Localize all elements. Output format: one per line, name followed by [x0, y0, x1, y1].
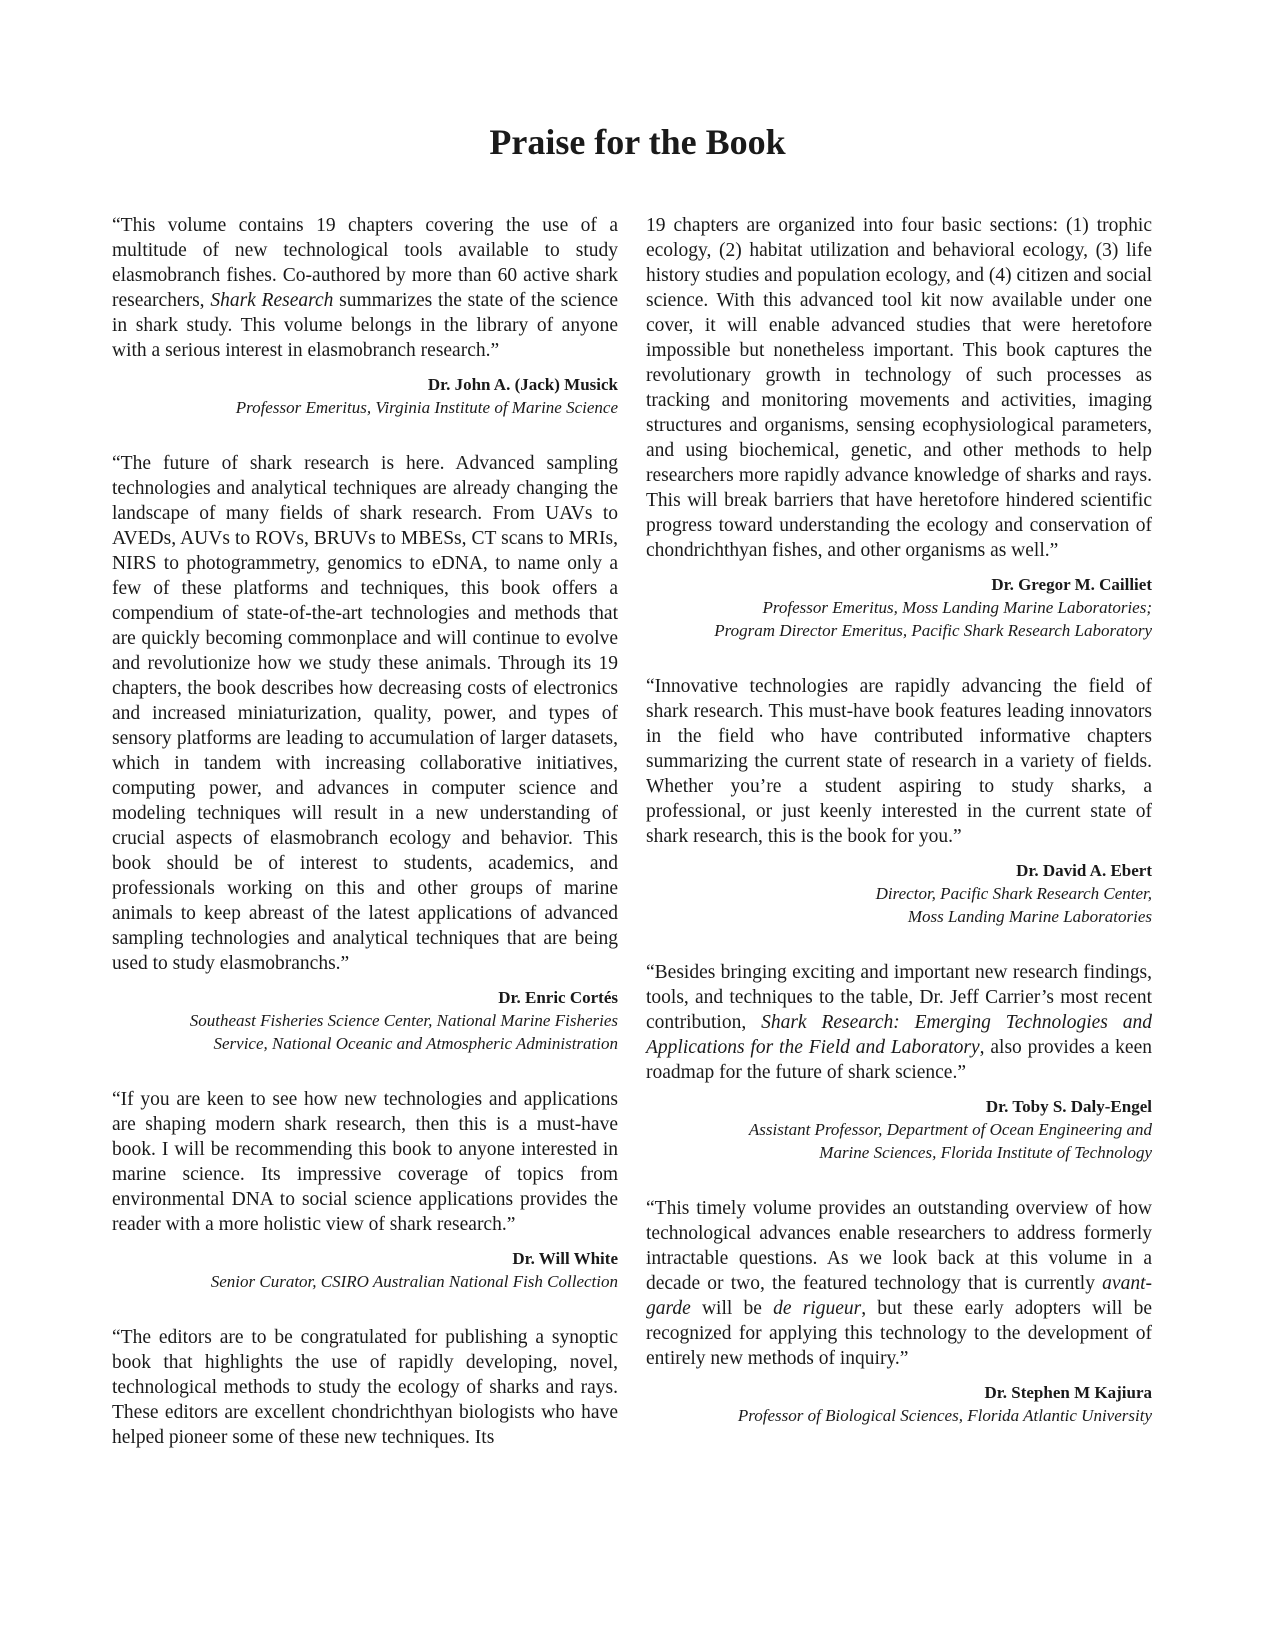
testimonial-cailliet-part-1 — [112, 1325, 618, 1450]
testimonial-attribution — [646, 1381, 1152, 1427]
testimonial-kajiura — [646, 1196, 1152, 1427]
testimonial-quote: “The future of shark research is here. Advanced sampling technologies and analytical techniques are already changing the landscape of many fields of shark research. From UAVs to AVEDs, AUVs to ROVs, BRUVs to MBESs, CT scans to MRIs, NIRS to photogrammetry, genomics to eDNA, to name only a few of these platforms and techniques, this book offers a compendium of state-of-the-art technologies and methods that are quickly becoming commonplace and will continue to evolve and revolutionize how we study these animals. Through its 19 chapters, the book describes how decreasing costs of electronics and increased miniaturization, quality, power, and types of sensory platforms are leading to accumulation of larger datasets, which in tandem with increasing collaborative initiatives, computing power, and advances in computer science and modeling techniques will result in a new understanding of crucial aspects of elasmobranch ecology and behavior. This book should be of interest to students, academics, and professionals working on this and other groups of marine animals to keep abreast of the latest applications of advanced sampling technologies and analytical techniques that are being used to study elasmobranchs.” — [112, 453, 618, 974]
testimonial-quote: “This timely volume provides an outstanding overview of how technological advances enable researchers to address formerly intractable questions. As we look back at this volume in a decade or two, the featured technology that is currently avant-garde will be de rigueur, but these early adopters will be recognized for applying this technology to the development of entirely new methods of inquiry.” — [646, 1198, 1153, 1369]
testimonial-affiliation: Senior Curator, CSIRO Australian National Fish Collection — [210, 1272, 618, 1291]
testimonial-author: Dr. Stephen M Kajiura — [984, 1383, 1152, 1402]
testimonial-quote: “The editors are to be congratulated for publishing a synoptic book that highlights the use of rapidly developing, novel, technological methods to study the ecology of sharks and rays. These editors are excellent chondrichthyan biologists who have helped pioneer some of these new techniques. Its — [112, 1327, 618, 1448]
testimonial-ebert — [646, 674, 1152, 928]
testimonial-author: Dr. David A. Ebert — [1016, 861, 1152, 880]
testimonial-author: Dr. John A. (Jack) Musick — [427, 375, 618, 394]
testimonial-author: Dr. Gregor M. Cailliet — [991, 575, 1152, 594]
testimonial-author: Dr. Will White — [512, 1249, 618, 1268]
testimonial-affiliation: Assistant Professor, Department of Ocean Engineering and — [748, 1120, 1152, 1139]
testimonial-quote: “Besides bringing exciting and important new research findings, tools, and techniques to the table, Dr. Jeff Carrier’s most recent contribution, Shark Research: Emerging Technologies and Applications for the Field and Laboratory, also provides a keen roadmap for the future of shark science.” — [646, 962, 1152, 1083]
testimonial-musick — [112, 213, 618, 419]
testimonial-author: Dr. Toby S. Daly-Engel — [985, 1097, 1152, 1116]
testimonial-quote: “If you are keen to see how new technologies and applications are shaping modern shark research, then this is a must-have book. I will be recommending this book to anyone interested in marine science. Its impressive coverage of topics from environmental DNA to social science applications provides the reader with a more holistic view of shark research.” — [112, 1089, 618, 1235]
testimonial-cailliet-part-2 — [646, 213, 1152, 642]
right-column — [646, 213, 1152, 1427]
testimonial-quote: “This volume contains 19 chapters covering the use of a multitude of new technological tools available to study elasmobranch fishes. Co-authored by more than 60 active shark researchers, Shark Research summarizes the state of the science in shark study. This volume belongs in the library of anyone with a serious interest in elasmobranch research.” — [112, 215, 619, 361]
testimonial-affiliation: Director, Pacific Shark Research Center, — [875, 884, 1152, 903]
testimonial-affiliation: Service, National Oceanic and Atmospheric Administration — [213, 1034, 618, 1053]
testimonial-attribution — [112, 373, 618, 419]
left-column — [112, 213, 618, 1450]
testimonial-affiliation: Program Director Emeritus, Pacific Shark Research Laboratory — [714, 621, 1152, 640]
testimonial-affiliation: Southeast Fisheries Science Center, National Marine Fisheries — [189, 1011, 618, 1030]
testimonial-affiliation: Marine Sciences, Florida Institute of Technology — [819, 1143, 1152, 1162]
testimonial-author: Dr. Enric Cortés — [498, 988, 618, 1007]
testimonial-affiliation: Professor Emeritus, Moss Landing Marine Laboratories; — [762, 598, 1152, 617]
testimonial-attribution — [112, 1247, 618, 1293]
testimonial-cortes — [112, 451, 618, 1055]
testimonial-attribution — [646, 859, 1152, 928]
testimonial-affiliation: Moss Landing Marine Laboratories — [907, 907, 1152, 926]
testimonial-daly-engel — [646, 960, 1152, 1164]
page-title: Praise for the Book — [489, 122, 786, 162]
testimonial-affiliation: Professor Emeritus, Virginia Institute of Marine Science — [235, 398, 618, 417]
testimonial-white — [112, 1087, 618, 1293]
testimonial-affiliation: Professor of Biological Sciences, Florida Atlantic University — [737, 1406, 1152, 1425]
testimonial-attribution — [646, 1095, 1152, 1164]
testimonial-quote: 19 chapters are organized into four basic sections: (1) trophic ecology, (2) habitat utilization and behavioral ecology, (3) life history studies and population ecology, and (4) citizen and social science. With this advanced tool kit now available under one cover, it will enable advanced studies that were heretofore impossible but nonetheless important. This book captures the revolutionary growth in technology of such processes as tracking and monitoring movements and activities, imaging structures and organisms, sensing ecophysiological parameters, and using biochemical, genetic, and other methods to help researchers more rapidly advance knowledge of sharks and rays. This will break barriers that have heretofore hindered scientific progress toward understanding the ecology and conservation of chondrichthyan fishes, and other organisms as well.” — [646, 215, 1152, 561]
testimonial-attribution — [646, 573, 1152, 642]
testimonial-quote: “Innovative technologies are rapidly advancing the field of shark research. This must-have book features leading innovators in the field who have contributed informative chapters summarizing the current state of research in a variety of fields. Whether you’re a student aspiring to study sharks, a professional, or just keenly interested in the current state of shark research, this is the book for you.” — [646, 676, 1152, 847]
testimonial-attribution — [112, 986, 618, 1055]
